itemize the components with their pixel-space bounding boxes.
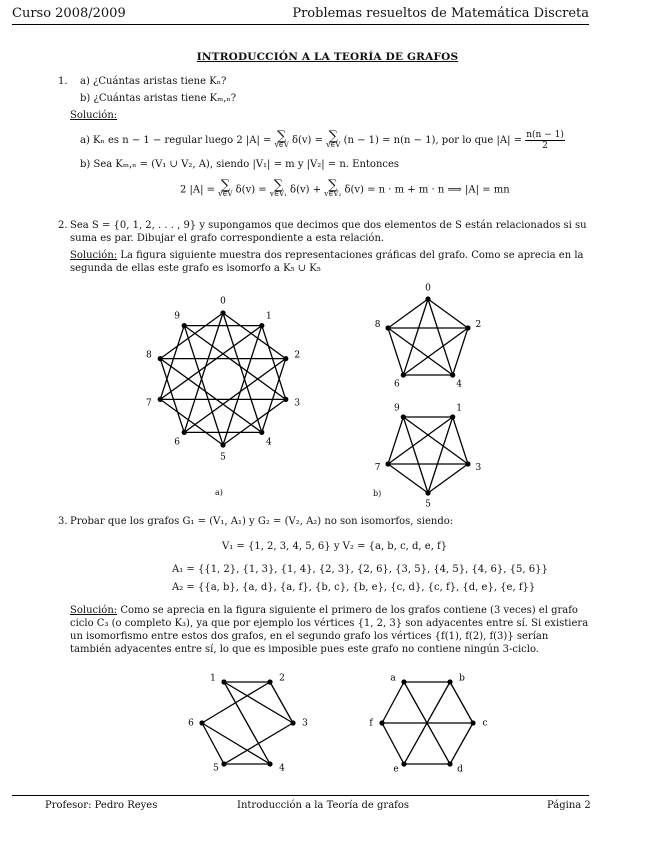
graph-vertex — [401, 679, 406, 684]
sum-symbol: ∑ v∈V₂ — [324, 178, 342, 198]
vertex-label: e — [393, 764, 399, 775]
vertex-label: 9 — [393, 403, 400, 414]
vertex-label: 6 — [188, 718, 194, 729]
graph-edge — [223, 313, 286, 359]
graph-vertex — [470, 720, 475, 725]
footer-page-number: Página 2 — [547, 800, 591, 811]
graph-edge — [382, 723, 404, 764]
vertex-label: 2 — [279, 673, 285, 684]
graph-vertex — [199, 720, 204, 725]
vertex-label: 6 — [174, 437, 181, 448]
figure-decagon-graph — [130, 290, 320, 470]
vertex-label: 3 — [475, 462, 482, 473]
vertex-label: 4 — [456, 379, 463, 390]
footer-rule — [12, 795, 589, 796]
equation-mid1: δ(v) = — [235, 184, 267, 196]
graph-edge — [388, 417, 453, 464]
graph-edge — [160, 359, 184, 433]
sum-subscript: v∈V₂ — [324, 190, 342, 198]
graph-edge — [403, 328, 468, 375]
graph-edge — [184, 326, 286, 400]
graph-vertex — [385, 461, 390, 466]
graph-vertex — [401, 761, 406, 766]
graph-edge — [184, 326, 223, 445]
graph-vertex — [401, 414, 406, 419]
vertex-label: a — [390, 673, 396, 684]
vertex-label: 8 — [374, 320, 381, 331]
vertex-label: 8 — [145, 350, 152, 361]
vertex-label: 0 — [425, 283, 431, 294]
vertex-label: 5 — [220, 452, 226, 463]
graph-edge — [450, 723, 473, 764]
graph-edge — [388, 464, 428, 493]
vertex-label: 3 — [294, 398, 301, 409]
graph-vertex — [221, 761, 226, 766]
sum-symbol: ∑ v∈V — [274, 128, 289, 149]
graph-edge — [388, 417, 403, 464]
graph-edge — [428, 417, 453, 493]
graph-vertex — [220, 310, 225, 315]
figure-b-caption: b) — [373, 489, 382, 498]
graph-edge — [388, 328, 403, 375]
problem-3-number: 3. — [58, 516, 68, 527]
graph-vertex — [283, 397, 288, 402]
graph-edge — [453, 328, 468, 375]
vertex-label: 0 — [220, 296, 226, 307]
graph-edge — [388, 299, 428, 328]
graph-edge — [223, 326, 262, 445]
header-course: Curso 2008/2009 — [12, 6, 126, 21]
graph-edge — [453, 417, 468, 464]
problem-1-equation — [180, 178, 510, 199]
problem-1-question-b: b) ¿Cuántas aristas tiene Kₘ,ₙ? — [80, 93, 237, 104]
graph-edge — [388, 328, 453, 375]
problem-3-edges-a1: A₁ = {{1, 2}, {1, 3}, {1, 4}, {2, 3}, {2, 6}, {3, 5}, {4, 5}, {4, 6}, {5, 6}} — [172, 564, 548, 575]
graph-vertex — [182, 323, 187, 328]
graph-edge — [160, 326, 262, 400]
header-book-title: Problemas resueltos de Matemática Discreta — [292, 6, 589, 21]
graph-edge — [202, 682, 270, 723]
vertex-label: 2 — [294, 350, 301, 361]
sum-subscript: v∈V — [274, 140, 289, 149]
equation-lhs: 2 |A| = — [180, 184, 216, 196]
problem-3-solution-text: Como se aprecia en la figura siguiente el primero de los grafos contiene (3 veces) el grafo ciclo C₃ (o completo K₃), ya que por ejemplo los vértices {1, 2, 3} son adyacentes entre sí. Si existiera un isomorfismo entre estos dos grafos, en el segundo grafo los vértices {f(1), f(2), f(3)} serían también adyacentes entre sí, lo que es imposible pues este grafo no contiene ningún 3-ciclo. — [70, 605, 589, 655]
problem-3-edges-a2: A₂ = {{a, b}, {a, d}, {a, f}, {b, c}, {b, e}, {c, d}, {c, f}, {d, e}, {e, f}} — [172, 582, 536, 593]
graph-vertex — [465, 461, 470, 466]
graph-edge — [160, 326, 184, 400]
vertex-label: 4 — [279, 763, 285, 774]
graph-vertex — [447, 761, 452, 766]
section-title: INTRODUCCIÓN A LA TEORÍA DE GRAFOS — [196, 51, 459, 63]
graph-vertex — [447, 679, 452, 684]
problem-1-solution-b: b) Sea Kₘ,ₙ = (V₁ ∪ V₂, A), siendo |V₁| = m y |V₂| = n. Entonces — [80, 159, 400, 170]
footer-professor: Profesor: Pedro Reyes — [45, 800, 158, 811]
graph-vertex — [290, 720, 295, 725]
graph-edge — [224, 682, 293, 723]
vertex-label: b — [459, 673, 465, 684]
graph-edge — [223, 313, 262, 432]
vertex-label: 5 — [213, 763, 219, 774]
graph-edge — [403, 417, 468, 464]
vertex-label: 1 — [265, 311, 272, 322]
problem-3-solution-label: Solución: — [70, 605, 118, 616]
graph-vertex — [425, 490, 430, 495]
graph-vertex — [465, 325, 470, 330]
equation-mid2: δ(v) + — [290, 184, 322, 196]
graph-edge — [160, 359, 262, 433]
vertex-label: 4 — [265, 437, 272, 448]
graph-vertex — [221, 679, 226, 684]
graph-edge — [428, 299, 453, 375]
graph-edge — [184, 359, 286, 433]
solution-a-part2: δ(v) = — [291, 135, 324, 146]
footer-topic: Introducción a la Teoría de grafos — [237, 800, 410, 811]
problem-3-vertex-sets: V₁ = {1, 2, 3, 4, 5, 6} y V₂ = {a, b, c, d, e, f} — [222, 541, 448, 552]
vertex-label: f — [369, 718, 373, 729]
problem-1-solution-a — [80, 130, 565, 151]
figure-graph-g2 — [360, 665, 500, 780]
problem-1-solution-label: Solución: — [70, 110, 118, 121]
graph-vertex — [259, 430, 264, 435]
header-rule — [12, 24, 589, 25]
figure-a-caption: a) — [215, 488, 223, 497]
graph-edge — [450, 682, 473, 723]
graph-edge — [262, 326, 286, 400]
vertex-label: 5 — [425, 499, 431, 510]
vertex-label: 2 — [475, 320, 482, 331]
graph-edge — [202, 723, 270, 764]
problem-3-solution — [70, 604, 590, 656]
problem-2-number: 2. — [58, 220, 68, 231]
graph-edge — [223, 399, 286, 445]
graph-edge — [262, 359, 286, 433]
sum-subscript: v∈V — [218, 190, 233, 198]
problem-2-solution-text: La figura siguiente muestra dos representaciones gráficas del grafo. Como se aprecia en la segunda de ellas este grafo es isomorfo a K₅ ∪ K₅ — [70, 250, 584, 274]
solution-a-part3: (n − 1) = n(n − 1), por lo que |A| = — [343, 135, 523, 146]
solution-a-part1: a) Kₙ es n − 1 − regular luego 2 |A| = — [80, 135, 272, 146]
vertex-label: d — [457, 764, 463, 775]
fraction-numerator: n(n − 1) — [526, 130, 564, 140]
graph-vertex — [385, 325, 390, 330]
graph-edge — [428, 464, 468, 493]
problem-2-solution-label: Solución: — [70, 250, 118, 261]
graph-vertex — [450, 372, 455, 377]
graph-vertex — [267, 761, 272, 766]
graph-edge — [184, 313, 223, 432]
problem-2-statement: Sea S = {0, 1, 2, . . . , 9} y supongamos que decimos que dos elementos de S están relacionados si su suma es par. Dibujar el grafo correspondiente a esta relación. — [70, 220, 587, 244]
graph-edge — [224, 723, 293, 764]
vertex-label: 1 — [210, 673, 216, 684]
vertex-label: 1 — [456, 403, 463, 414]
problem-3-statement: Probar que los grafos G₁ = (V₁, A₁) y G₂ = (V₂, A₂) no son isomorfos, siendo: — [70, 516, 454, 527]
graph-edge — [428, 299, 468, 328]
figure-two-pentagons — [360, 283, 500, 510]
graph-vertex — [182, 430, 187, 435]
graph-vertex — [220, 442, 225, 447]
graph-edge — [224, 682, 270, 764]
graph-vertex — [259, 323, 264, 328]
graph-vertex — [425, 296, 430, 301]
vertex-label: 6 — [393, 379, 400, 390]
problem-2-solution — [70, 249, 590, 275]
sum-subscript: v∈V — [326, 140, 341, 149]
equation-rhs: δ(v) = n · m + m · n ⟹ |A| = mn — [344, 184, 510, 196]
graph-vertex — [158, 397, 163, 402]
graph-vertex — [450, 414, 455, 419]
graph-vertex — [283, 356, 288, 361]
graph-vertex — [401, 372, 406, 377]
vertex-label: 7 — [145, 398, 152, 409]
graph-edge — [403, 417, 428, 493]
vertex-label: c — [482, 718, 488, 729]
sum-symbol: ∑ v∈V — [326, 128, 341, 149]
figure-graph-g1 — [180, 665, 320, 780]
graph-edge — [403, 299, 428, 375]
graph-edge — [382, 682, 404, 723]
sum-subscript: v∈V₁ — [269, 190, 287, 198]
graph-vertex — [267, 679, 272, 684]
graph-edge — [160, 313, 223, 359]
vertex-label: 3 — [302, 718, 308, 729]
vertex-label: 9 — [174, 311, 181, 322]
sum-symbol: ∑ v∈V — [218, 178, 233, 198]
graph-edge — [160, 399, 223, 445]
problem-1-number: 1. — [58, 76, 68, 87]
vertex-label: 7 — [374, 462, 381, 473]
graph-vertex — [158, 356, 163, 361]
fraction-denominator: 2 — [542, 141, 548, 151]
problem-1-question-a: a) ¿Cuántas aristas tiene Kₙ? — [80, 76, 227, 87]
sum-symbol: ∑ v∈V₁ — [269, 178, 287, 198]
fraction — [525, 130, 565, 151]
graph-vertex — [379, 720, 384, 725]
